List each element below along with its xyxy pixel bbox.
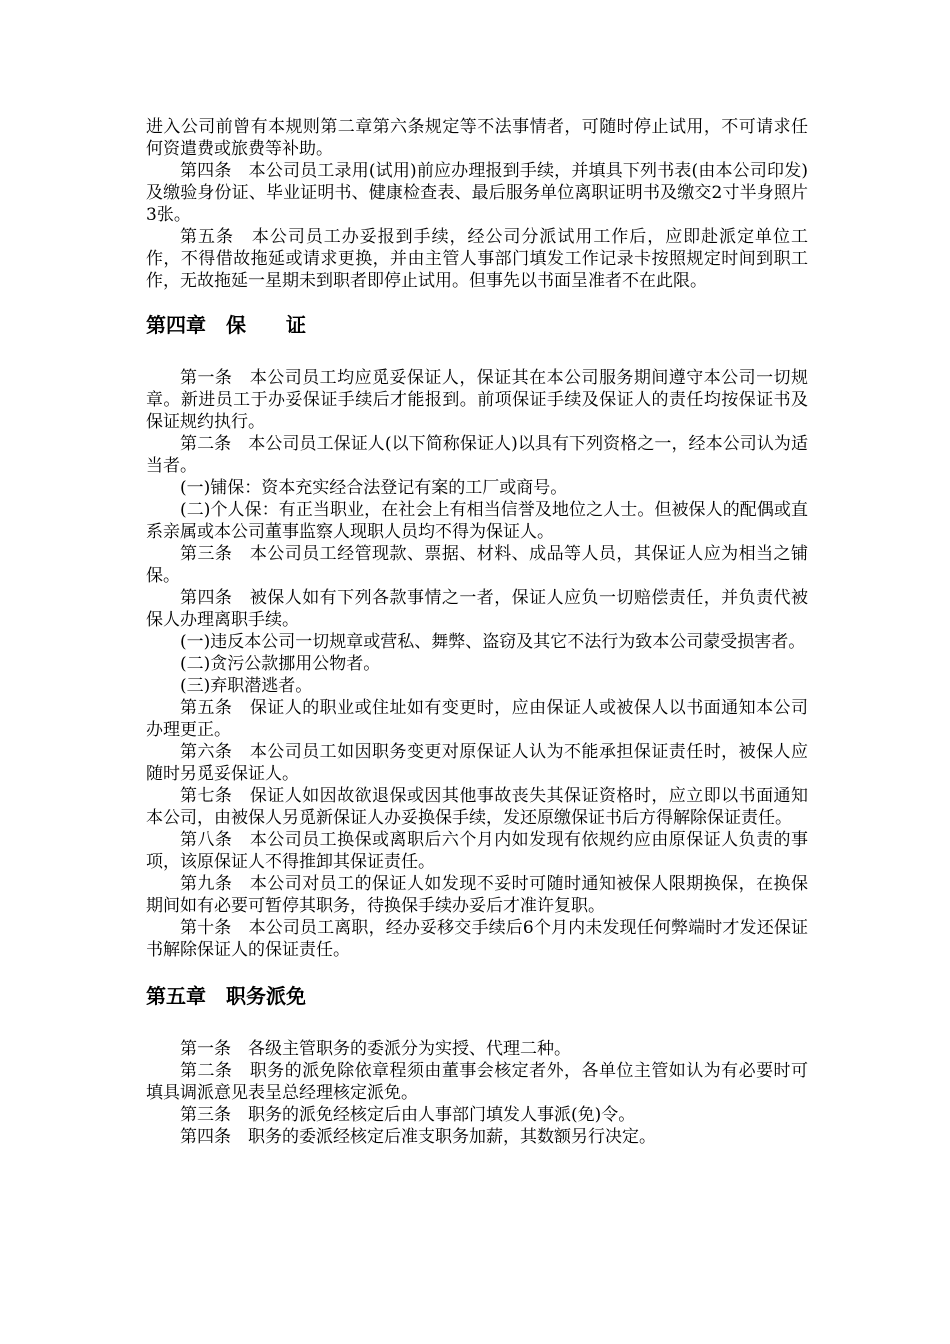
article-2-item-2: (二)个人保：有正当职业，在社会上有相当信誉及地位之人士。但被保人的配偶或直系亲属或本公司董事监察人现职人员均不得为保证人。 bbox=[146, 500, 808, 542]
article-3: 第三条 职务的派免经核定后由人事部门填发人事派(免)令。 bbox=[180, 1105, 636, 1125]
article-4-item-1: (一)违反本公司一切规章或营私、舞弊、盗窃及其它不法行为致本公司蒙受损害者。 bbox=[180, 632, 806, 652]
article-9: 第九条 本公司对员工的保证人如发现不妥时可随时通知被保人限期换保，在换保期间如有必要可暂停其职务，待换保手续办妥后才准许复职。 bbox=[146, 874, 808, 916]
article-5: 第五条 保证人的职业或住址如有变更时，应由保证人或被保人以书面通知本公司办理更正。 bbox=[146, 698, 808, 740]
article-4: 第四条 被保人如有下列各款事情之一者，保证人应负一切赔偿责任，并负责代被保人办理离职手续。 bbox=[146, 588, 808, 630]
document-page bbox=[146, 116, 808, 1148]
article-6: 第六条 本公司员工如因职务变更对原保证人认为不能承担保证责任时，被保人应随时另觅妥保证人。 bbox=[146, 742, 808, 784]
article-4: 第四条 职务的委派经核定后准支职务加薪，其数额另行决定。 bbox=[180, 1127, 656, 1147]
article-7: 第七条 保证人如因故欲退保或因其他事故丧失其保证资格时，应立即以书面通知本公司，由被保人另觅新保证人办妥换保手续，发还原缴保证书后方得解除保证责任。 bbox=[146, 786, 808, 828]
article-8: 第八条 本公司员工换保或离职后六个月内如发现有依规约应由原保证人负责的事项，该原保证人不得推卸其保证责任。 bbox=[146, 830, 808, 872]
article-2: 第二条 本公司员工保证人(以下简称保证人)以具有下列资格之一，经本公司认为适当者。 bbox=[146, 434, 808, 476]
article-2-item-1: (一)铺保：资本充实经合法登记有案的工厂或商号。 bbox=[180, 478, 568, 498]
article-1: 第一条 本公司员工均应觅妥保证人，保证其在本公司服务期间遵守本公司一切规章。新进员工于办妥保证手续后才能报到。前项保证手续及保证人的责任均按保证书及保证规约执行。 bbox=[146, 368, 808, 432]
chapter-heading-guarantee: 第四章 保 证 bbox=[146, 313, 306, 337]
article-10: 第十条 本公司员工离职，经办妥移交手续后6个月内未发现任何弊端时才发还保证书解除保证人的保证责任。 bbox=[146, 918, 808, 960]
article-2: 第二条 职务的派免除依章程须由董事会核定者外，各单位主管如认为有必要时可填具调派意见表呈总经理核定派免。 bbox=[146, 1061, 808, 1103]
article-4-item-3: (三)弃职潜逃者。 bbox=[180, 676, 313, 696]
article-1: 第一条 各级主管职务的委派分为实授、代理二种。 bbox=[180, 1039, 571, 1059]
article-3: 第三条 本公司员工经管现款、票据、材料、成品等人员，其保证人应为相当之铺保。 bbox=[146, 544, 808, 586]
paragraph: 进入公司前曾有本规则第二章第六条规定等不法事情者，可随时停止试用，不可请求任何资遣费或旅费等补助。 bbox=[146, 117, 808, 159]
article-5-assignment: 第五条 本公司员工办妥报到手续，经公司分派试用工作后，应即赴派定单位工作，不得借故拖延或请求更换，并由主管人事部门填发工作记录卡按照规定时间到职工作，无故拖延一星期未到职者即停止试用。但事先以书面呈准者不在此限。 bbox=[146, 227, 808, 291]
chapter-heading-appointment: 第五章 职务派免 bbox=[146, 984, 306, 1008]
article-4-item-2: (二)贪污公款挪用公物者。 bbox=[180, 654, 381, 674]
article-4-registration: 第四条 本公司员工录用(试用)前应办理报到手续，并填具下列书表(由本公司印发)及缴验身份证、毕业证明书、健康检查表、最后服务单位离职证明书及缴交2寸半身照片3张。 bbox=[146, 161, 808, 225]
